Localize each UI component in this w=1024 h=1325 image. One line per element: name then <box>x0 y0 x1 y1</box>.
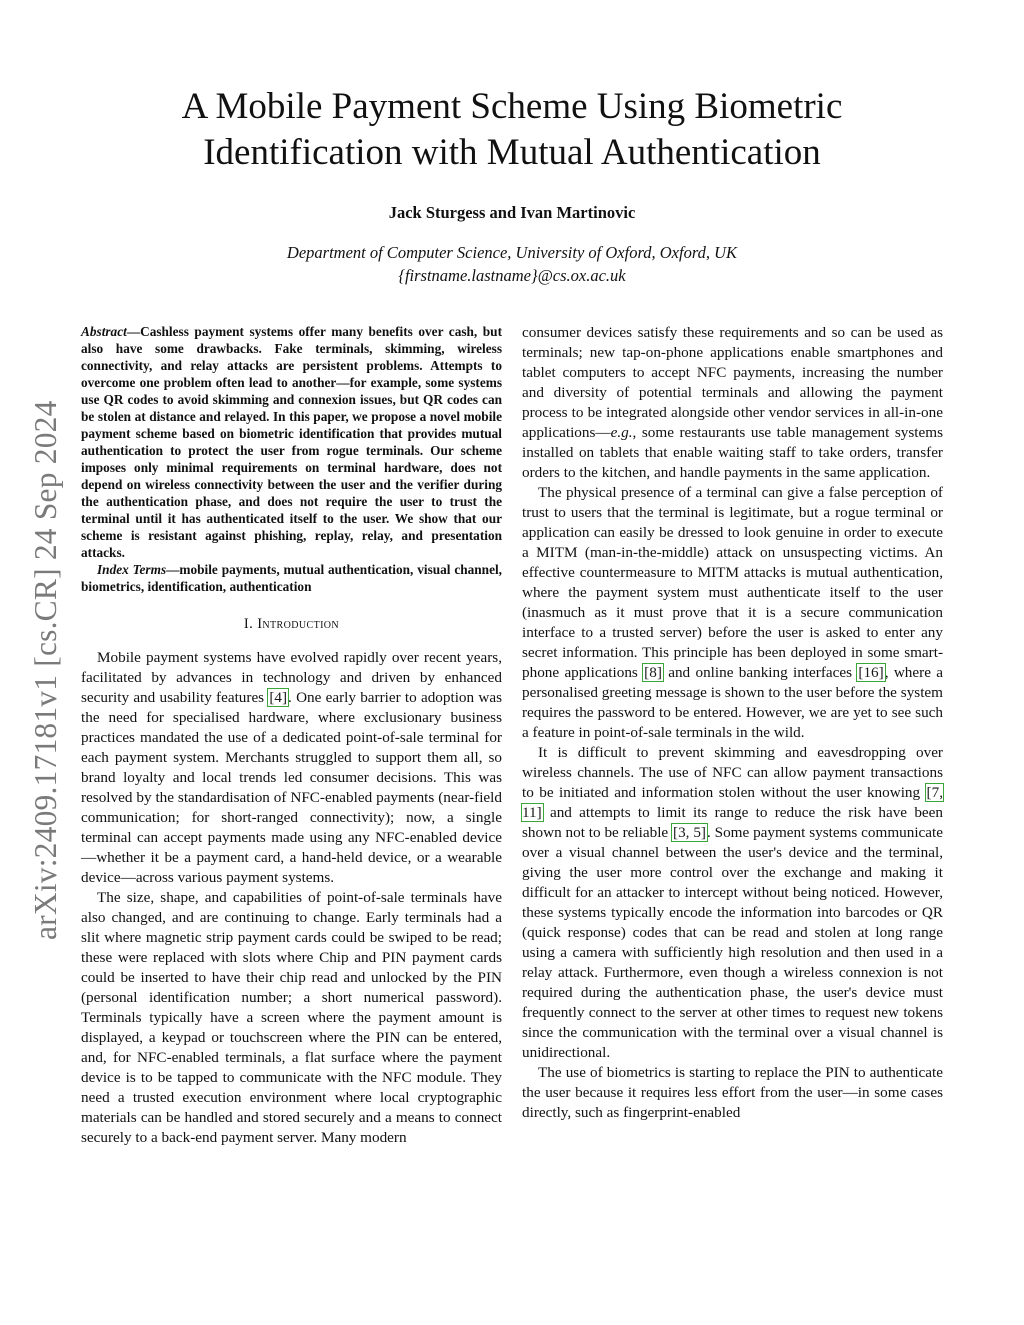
text-run: The physical presence of a terminal can give a false perception of trust to users that the terminal is legitimate, but a rogue terminal or application can easily be dressed to look genuine in order to execute a MITM (man-in-the-middle) attack on unsuspecting victims. An effective countermeasure to MITM attacks is mutual authentication, where the payment system must authenticate itself to the user (inasmuch as it must prove that it is a secure communication interface to a trusted server) before the user is asked to enter any secret information. This principle has been deployed in some smart-phone applications <box>522 484 943 681</box>
citation-link[interactable]: [3, 5] <box>673 824 706 841</box>
title-line-2: Identification with Mutual Authentication <box>203 132 821 173</box>
text-run: . Some payment systems communicate over a visual channel between the user's device and the terminal, giving the user more control over the exchange and making it difficult for an attacker to intercept without being noticed. However, these systems typically encode the information into barcodes or QR (quick response) codes that can be read and stolen at long range using a camera with sufficiently high resolution and then used in a relay attack. Furthermore, even though a wireless connexion is not required during the authentication phase, the user's device must frequently connect to the server at other times to request new tokens since the communication with the terminal over a visual channel is unidirectional. <box>522 824 943 1061</box>
section-title: Introduction <box>257 616 340 632</box>
intro-paragraph-2: The size, shape, and capabilities of point-of-sale terminals have also changed, and are continuing to change. Early terminals had a slit where magnetic strip payment cards could be swiped to be read; these were replaced with slots where Chip and PIN payment cards could be inserted to have their chip read and unlocked by the PIN (personal identification number; a short numerical password). Terminals typically have a screen where the payment amount is displayed, a keypad or touchscreen where the PIN can be entered, and, for NFC-enabled terminals, a flat surface where the payment device is to be tapped to communicate with the NFC module. They need a trusted execution environment where local cryptographic materials can be handled and stored securely and a means to connect securely to a back-end payment server. Many modern <box>81 889 502 1146</box>
left-column <box>81 323 502 1148</box>
text-run: and attempts to limit its range to reduce the risk have been shown not to be reliable <box>522 804 943 841</box>
citation-link[interactable]: [8] <box>644 664 662 681</box>
intro-paragraph-3 <box>522 483 943 743</box>
text-run: , some restaurants use table management systems installed on tablets that enable waiting staff to take orders, transfer orders to the kitchen, and handle payments in the same application. <box>522 424 943 481</box>
text-run: , where a personalised greeting message is shown to the user before the system requires the password to be entered. However, we are yet to see such a feature in point-of-sale terminals in the wild. <box>522 664 944 741</box>
intro-paragraph-5: The use of biometrics is starting to replace the PIN to authenticate the user because it requires less effort from the user—in some cases directly, such as fingerprint-enabled <box>522 1064 943 1121</box>
arxiv-side-identifier: arXiv:2409.17181v1 [cs.CR] 24 Sep 2024 <box>28 400 63 940</box>
text-run: Mobile payment systems have evolved rapidly over recent years, facilitated by advances in technology and driven by enhanced security and usability features <box>81 649 502 706</box>
text-run: It is difficult to prevent skimming and eavesdropping over wireless channels. The use of NFC can allow payment transactions to be initiated and information stolen without the user knowing <box>522 744 943 801</box>
affiliation-block <box>0 241 1024 287</box>
index-terms-label: Index Terms <box>97 562 167 577</box>
text-run: . One early barrier to adoption was the need for specialised hardware, where exclusionary business practices mandated the use of a dedicated point-of-sale terminal for each payment system. Merchants struggled to support them all, so brand loyalty and local trends led consumer decisions. This was resolved by the standardisation of NFC-enabled payments (near-field communication; for short-ranged connectivity); now, a single terminal can accept payments made using any NFC-enabled device—whether it be a payment card, a hand-held device, or a wearable device—across various payment systems. <box>81 689 502 886</box>
title-line-1: A Mobile Payment Scheme Using Biometric <box>181 86 843 127</box>
intro-paragraph-1 <box>81 648 502 888</box>
eg-italic: e.g. <box>610 424 633 441</box>
intro-paragraph-4 <box>522 743 943 1063</box>
affiliation-line: Department of Computer Science, University of Oxford, Oxford, UK <box>286 243 738 262</box>
intro-paragraph-2-cont <box>522 323 943 483</box>
citation-link[interactable]: [4] <box>269 689 288 706</box>
abstract-text: —Cashless payment systems offer many benefits over cash, but also have some drawbacks. Fake terminals, skimming, wireless connectivity, and relay attacks are persistent problems. Attempts to overcome one problem often lead to another—for example, some systems use QR codes to avoid skimming and connexion issues, but QR codes can be stolen at distance and relayed. In this paper, we propose a novel mobile payment scheme based on biometric identification that provides mutual authentication to protect the user from rogue terminals. Our scheme imposes only minimal requirements on terminal hardware, does not depend on wireless connectivity between the user and the verifier during the authentication phase, and does not require the user to trust the terminal until it has authenticated itself to the user. We show that our scheme is resistant against phishing, replay, relay, and presentation attacks. <box>81 324 502 560</box>
index-terms-text: —mobile payments, mutual authentication, visual channel, biometrics, identification, authentication <box>81 562 502 594</box>
section-heading <box>81 614 502 634</box>
abstract <box>81 323 502 561</box>
paper-title <box>0 84 1024 176</box>
text-run: consumer devices satisfy these requirements and so can be used as terminals; new tap-on-phone applications enable smartphones and tablet computers to accept NFC payments, increasing the number and diversity of potential terminals and allowing the payment process to be integrated alongside other vendor services in all-in-one applications— <box>522 324 943 441</box>
text-run: and online banking interfaces <box>662 664 858 681</box>
section-number: I. <box>243 616 258 632</box>
email-line: {firstname.lastname}@cs.ox.ac.uk <box>398 266 626 285</box>
citation-link[interactable]: [7, 11] <box>522 784 943 821</box>
author-list: Jack Sturgess and Ivan Martinovic <box>388 203 636 222</box>
abstract-label: Abstract <box>81 324 127 339</box>
citation-link[interactable]: [16] <box>858 664 884 681</box>
index-terms <box>81 561 502 595</box>
right-column <box>522 323 943 1123</box>
